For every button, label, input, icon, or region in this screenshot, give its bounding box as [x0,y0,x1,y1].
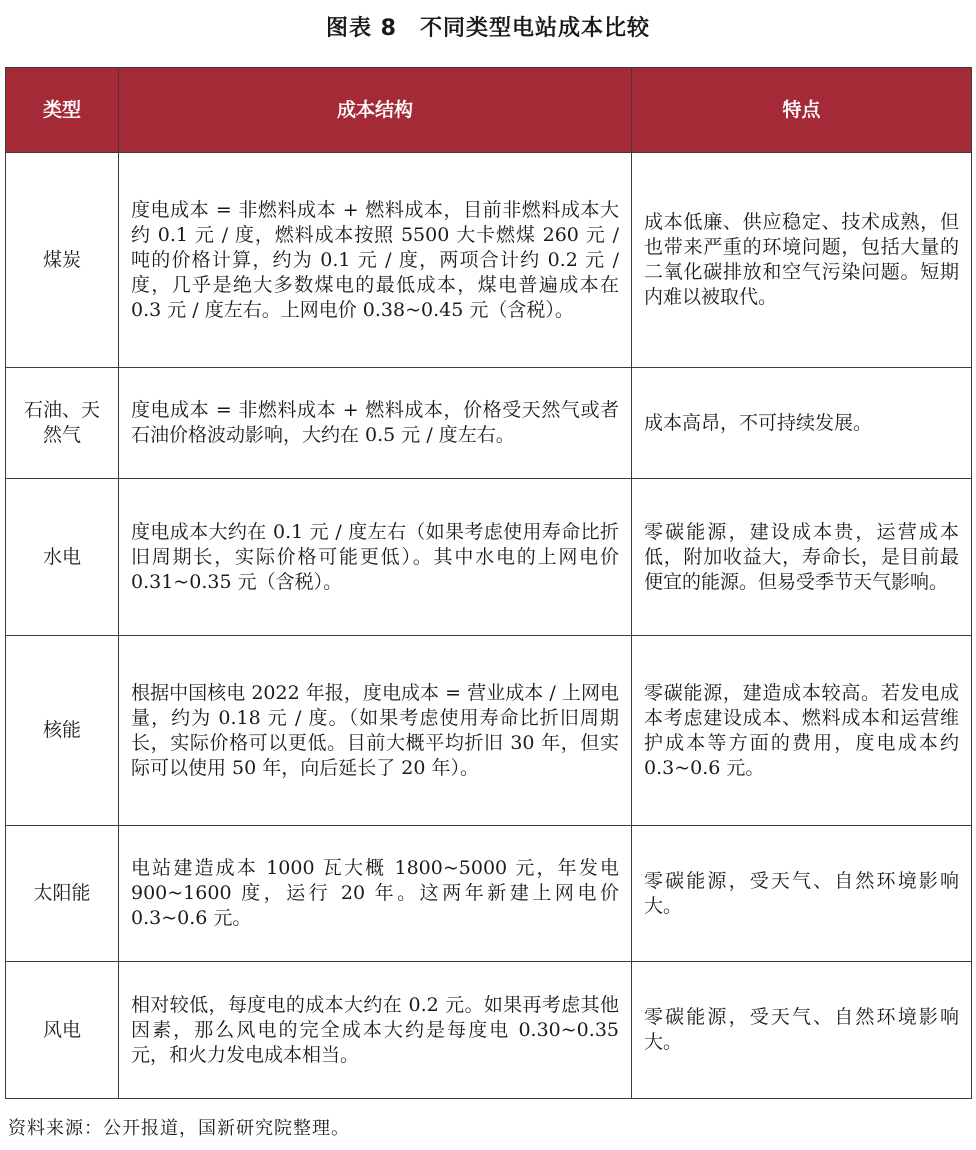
table-header-row [6,68,972,153]
row-feature: 零碳能源，受天气、自然环境影响大。 [632,826,972,962]
row-structure: 度电成本 = 非燃料成本 + 燃料成本，目前非燃料成本大约 0.1 元 / 度，燃料成本按照 5500 大卡燃煤 260 元 / 吨的价格计算，约为 0.1 元 / 度，两项合计约 0.2 元 / 度，几乎是绝大多数煤电的最低成本，煤电普遍成本在 0.3 元 / 度左右。上网电价 0.38~0.45 元（含税）。 [119,153,632,368]
table-row-wind [6,962,972,1099]
row-structure: 相对较低，每度电的成本大约在 0.2 元。如果再考虑其他因素，那么风电的完全成本大约是每度电 0.30~0.35 元，和火力发电成本相当。 [119,962,632,1099]
row-structure: 度电成本 = 非燃料成本 + 燃料成本，价格受天然气或者石油价格波动影响，大约在 0.5 元 / 度左右。 [119,368,632,479]
source-note: 资料来源：公开报道，国新研究院整理。 [8,1118,350,1139]
row-type: 水电 [6,479,119,636]
row-type: 风电 [6,962,119,1099]
row-feature: 零碳能源，建造成本较高。若发电成本考虑建设成本、燃料成本和运营维护成本等方面的费用，度电成本约 0.3~0.6 元。 [632,636,972,826]
row-structure: 电站建造成本 1000 瓦大概 1800~5000 元，年发电 900~1600 度，运行 20 年。这两年新建上网电价 0.3~0.6 元。 [119,826,632,962]
header-feature: 特点 [632,68,972,153]
row-type: 核能 [6,636,119,826]
figure-title: 图表 8 不同类型电站成本比较 [326,16,650,41]
table-row-hydro [6,479,972,636]
row-type: 煤炭 [6,153,119,368]
row-feature: 零碳能源，受天气、自然环境影响大。 [632,962,972,1099]
row-feature: 成本高昂，不可持续发展。 [632,368,972,479]
table-row-oil-gas [6,368,972,479]
cost-comparison-table [5,67,972,1099]
row-structure: 根据中国核电 2022 年报，度电成本 = 营业成本 / 上网电量，约为 0.18 元 / 度。（如果考虑使用寿命比折旧周期长，实际价格可以更低。目前大概平均折旧 30 年，但实际可以使用 50 年，向后延长了 20 年）。 [119,636,632,826]
row-type: 太阳能 [6,826,119,962]
table-row-coal [6,153,972,368]
table-row-nuclear [6,636,972,826]
row-feature: 零碳能源，建设成本贵，运营成本低，附加收益大，寿命长，是目前最便宜的能源。但易受季节天气影响。 [632,479,972,636]
header-type: 类型 [6,68,119,153]
row-feature: 成本低廉、供应稳定、技术成熟，但也带来严重的环境问题，包括大量的二氧化碳排放和空气污染问题。短期内难以被取代。 [632,153,972,368]
table-row-solar [6,826,972,962]
row-type: 石油、天然气 [6,368,119,479]
header-structure: 成本结构 [119,68,632,153]
row-structure: 度电成本大约在 0.1 元 / 度左右（如果考虑使用寿命比折旧周期长，实际价格可能更低）。其中水电的上网电价 0.31~0.35 元（含税）。 [119,479,632,636]
